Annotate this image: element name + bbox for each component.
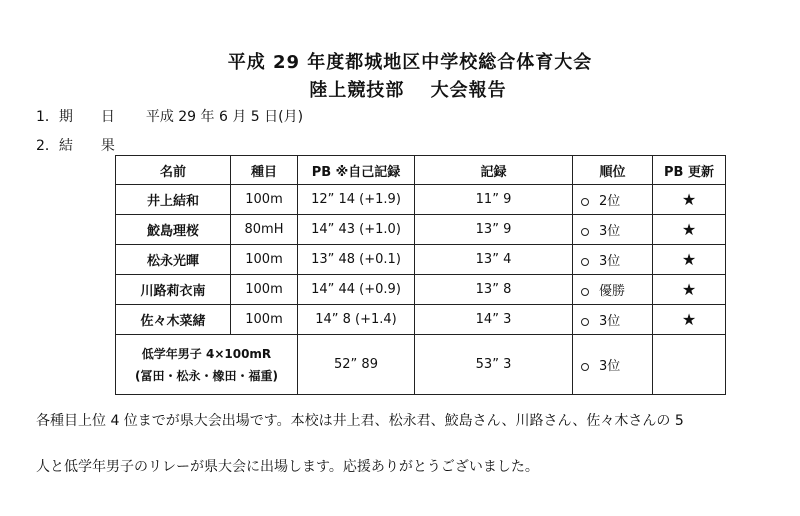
date-value: 平成 29 年 6 月 5 日(月) xyxy=(145,109,304,125)
bullet-circle-icon xyxy=(581,288,589,296)
pb-update-empty xyxy=(653,335,726,395)
bullet-circle-icon xyxy=(581,258,589,266)
rank-cell xyxy=(573,185,653,215)
rank-cell xyxy=(573,215,653,245)
bullet-circle-icon xyxy=(581,198,589,206)
rank: 3位 xyxy=(599,254,621,269)
event: 100m xyxy=(231,275,298,305)
record: 13” 9 xyxy=(415,215,573,245)
record: 13” 8 xyxy=(415,275,573,305)
table-row xyxy=(116,185,726,215)
header-name: 名前 xyxy=(116,156,231,185)
header-event: 種目 xyxy=(231,156,298,185)
header-record: 記録 xyxy=(415,156,573,185)
event: 100m xyxy=(231,305,298,335)
record: 14” 3 xyxy=(415,305,573,335)
header-pb: PB ※自己記録 xyxy=(298,156,415,185)
date-line xyxy=(36,106,303,126)
rank-cell xyxy=(573,275,653,305)
personal-best: 13” 48 (+0.1) xyxy=(298,245,415,275)
athlete-name: 鮫島理桜 xyxy=(116,215,231,245)
bullet-circle-icon xyxy=(581,228,589,236)
pb-update-star-icon: ★ xyxy=(653,185,726,215)
rank-cell xyxy=(573,335,653,395)
record: 13” 4 xyxy=(415,245,573,275)
report-title: 平成 29 年度都城地区中学校総合体育大会 xyxy=(227,52,593,73)
table-row xyxy=(116,245,726,275)
record: 11” 9 xyxy=(415,185,573,215)
results-label: 2．結 果 xyxy=(36,138,115,154)
bullet-circle-icon xyxy=(581,363,589,371)
personal-best: 14” 43 (+1.0) xyxy=(298,215,415,245)
record: 53” 3 xyxy=(415,335,573,395)
header-pb-update: PB 更新 xyxy=(653,156,726,185)
athlete-name: 井上結和 xyxy=(116,185,231,215)
relay-team xyxy=(116,335,298,395)
relay-event-name: 低学年男子 4×100mR xyxy=(141,346,272,361)
athlete-name: 松永光暉 xyxy=(116,245,231,275)
rank: 3位 xyxy=(599,314,621,329)
event: 80mH xyxy=(231,215,298,245)
athlete-name: 佐々木菜緒 xyxy=(116,305,231,335)
bullet-circle-icon xyxy=(581,318,589,326)
pb-update-star-icon: ★ xyxy=(653,275,726,305)
pb-update-star-icon: ★ xyxy=(653,245,726,275)
relay-row xyxy=(116,335,726,395)
rank-cell xyxy=(573,245,653,275)
personal-best: 14” 8 (+1.4) xyxy=(298,305,415,335)
date-label: 1．期 日 xyxy=(36,109,115,125)
personal-best: 52” 89 xyxy=(298,335,415,395)
table-row xyxy=(116,215,726,245)
rank: 優勝 xyxy=(599,284,626,299)
rank: 3位 xyxy=(599,359,621,374)
rank-cell xyxy=(573,305,653,335)
event: 100m xyxy=(231,185,298,215)
event: 100m xyxy=(231,245,298,275)
report-subtitle: 陸上競技部 大会報告 xyxy=(309,80,507,101)
pb-update-star-icon: ★ xyxy=(653,305,726,335)
pb-update-star-icon: ★ xyxy=(653,215,726,245)
rank: 2位 xyxy=(599,194,621,209)
header-rank: 順位 xyxy=(573,156,653,185)
rank: 3位 xyxy=(599,224,621,239)
results-table xyxy=(115,155,726,395)
summary-line-2: 人と低学年男子のリレーが県大会に出場します。応援ありがとうございました。 xyxy=(36,459,539,475)
relay-members: (冨田・松永・橡田・福重) xyxy=(135,368,278,383)
athlete-name: 川路莉衣南 xyxy=(116,275,231,305)
personal-best: 12” 14 (+1.9) xyxy=(298,185,415,215)
table-row xyxy=(116,275,726,305)
table-row xyxy=(116,305,726,335)
personal-best: 14” 44 (+0.9) xyxy=(298,275,415,305)
summary-line-1: 各種目上位 4 位までが県大会出場です。本校は井上君、松永君、鮫島さん、川路さん、佐々木さんの 5 xyxy=(36,413,684,429)
